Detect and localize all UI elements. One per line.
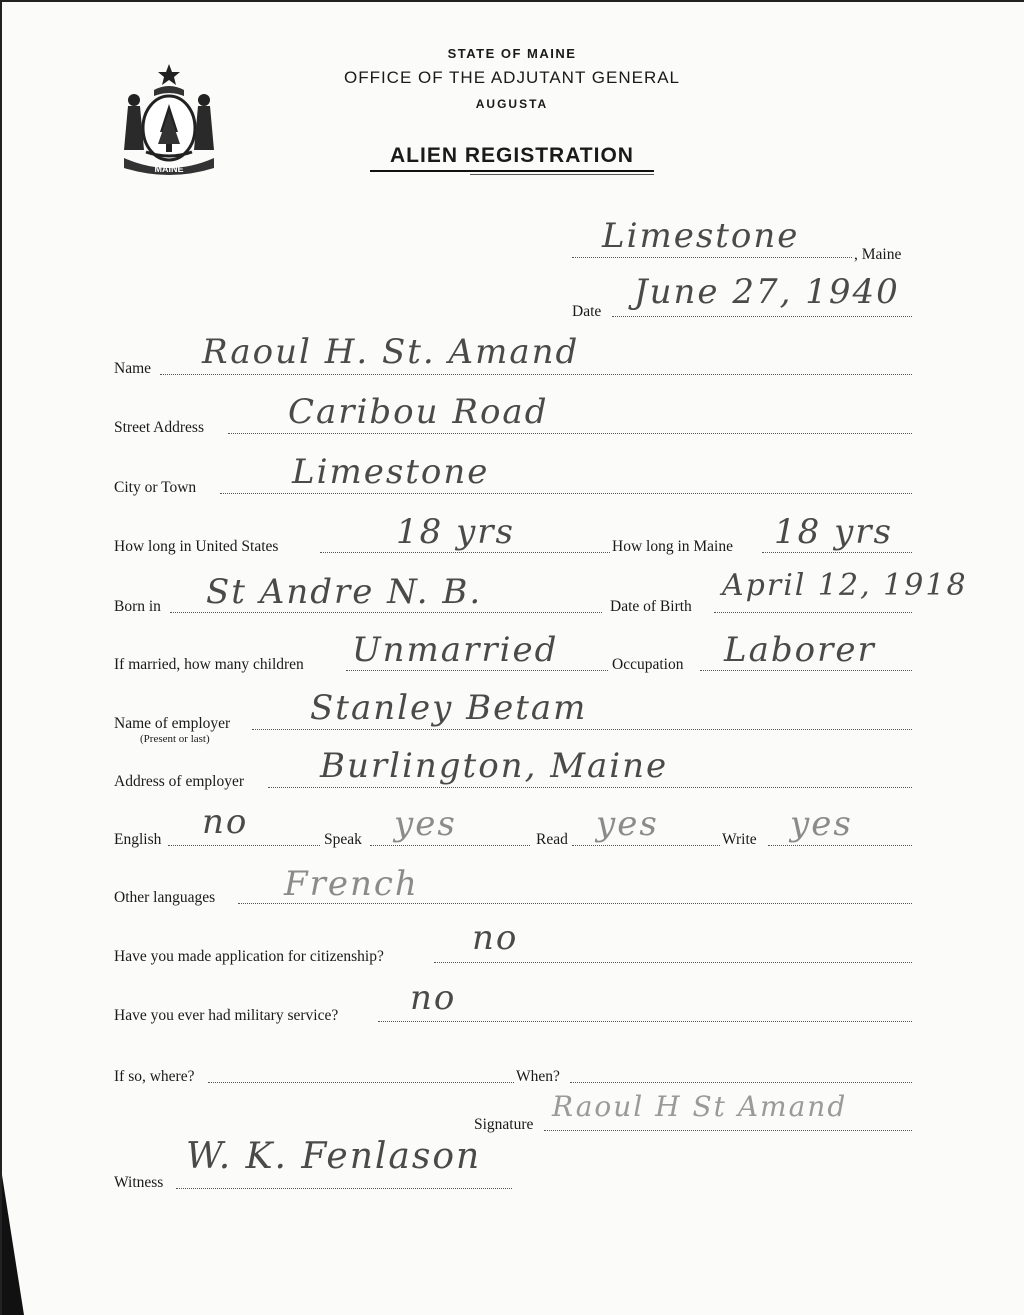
married-label: If married, how many children: [114, 656, 304, 673]
date-value: June 27, 1940: [634, 272, 900, 312]
header-city: AUGUSTA: [475, 97, 549, 111]
write-line: [768, 845, 912, 846]
born-in-label: Born in: [114, 598, 161, 615]
occupation-line: [700, 670, 912, 671]
signature-value: Raoul H St Amand: [552, 1090, 848, 1123]
speak-line: [370, 845, 530, 846]
witness-line: [176, 1188, 512, 1189]
occupation-label: Occupation: [612, 656, 684, 673]
how-long-me-label: How long in Maine: [612, 538, 733, 555]
read-value: yes: [596, 804, 659, 844]
military-value: no: [410, 978, 457, 1018]
signature-line: [544, 1130, 912, 1131]
born-in-value: St Andre N. B.: [206, 572, 483, 612]
married-value: Unmarried: [352, 630, 559, 670]
how-long-us-value: 18 yrs: [396, 512, 515, 552]
title-underline-secondary: [470, 174, 654, 175]
speak-value: yes: [394, 804, 457, 844]
born-in-line: [170, 612, 602, 613]
date-label: Date: [572, 303, 602, 320]
place-value: Limestone: [602, 216, 800, 256]
citizenship-label: Have you made application for citizenship?: [114, 948, 384, 965]
employer-address-value: Burlington, Maine: [320, 746, 669, 786]
where-line: [208, 1082, 514, 1083]
dob-line: [714, 612, 912, 613]
write-value: yes: [790, 804, 853, 844]
occupation-value: Laborer: [724, 630, 876, 670]
how-long-us-line: [320, 552, 610, 553]
english-label: English: [114, 831, 162, 848]
how-long-us-label: How long in United States: [114, 538, 279, 555]
date-line: [612, 316, 912, 317]
place-line: [572, 257, 852, 258]
scan-corner-shadow: [2, 1175, 24, 1315]
street-line: [228, 433, 912, 434]
employer-value: Stanley Betam: [310, 688, 588, 728]
name-label: Name: [114, 360, 152, 377]
city-line: [220, 493, 912, 494]
header-office: OFFICE OF THE ADJUTANT GENERAL: [343, 68, 681, 87]
write-label: Write: [722, 831, 757, 848]
header-state: STATE OF MAINE: [447, 46, 577, 61]
military-label: Have you ever had military service?: [114, 1007, 339, 1024]
how-long-me-line: [762, 552, 912, 553]
other-languages-value: French: [284, 864, 419, 904]
how-long-me-value: 18 yrs: [774, 512, 893, 552]
form-title: ALIEN REGISTRATION: [390, 144, 634, 167]
when-label: When?: [516, 1068, 560, 1085]
name-value: Raoul H. St. Amand: [202, 332, 580, 372]
seal-banner-text: MAINE: [154, 164, 184, 174]
speak-label: Speak: [324, 831, 362, 848]
read-line: [572, 845, 720, 846]
military-line: [378, 1021, 912, 1022]
signature-label: Signature: [474, 1116, 534, 1133]
witness-value: W. K. Fenlason: [186, 1136, 482, 1177]
employer-note: (Present or last): [140, 733, 210, 745]
where-label: If so, where?: [114, 1068, 195, 1085]
english-line: [168, 845, 320, 846]
citizenship-value: no: [472, 918, 519, 958]
street-value: Caribou Road: [288, 392, 549, 432]
title-underline: [370, 170, 654, 172]
read-label: Read: [536, 831, 568, 848]
maine-label: , Maine: [854, 246, 902, 263]
when-line: [570, 1082, 912, 1083]
employer-label: Name of employer: [114, 715, 231, 732]
witness-label: Witness: [114, 1174, 164, 1191]
name-line: [160, 374, 912, 375]
employer-address-line: [268, 787, 912, 788]
city-value: Limestone: [292, 452, 490, 492]
dob-value: April 12, 1918: [722, 568, 968, 603]
maine-state-seal: [114, 60, 224, 180]
other-languages-label: Other languages: [114, 889, 216, 906]
english-value: no: [202, 802, 249, 842]
street-label: Street Address: [114, 419, 204, 436]
employer-address-label: Address of employer: [114, 773, 244, 790]
dob-label: Date of Birth: [610, 598, 692, 615]
citizenship-line: [434, 962, 912, 963]
employer-line: [252, 729, 912, 730]
married-line: [346, 670, 608, 671]
city-label: City or Town: [114, 479, 197, 496]
